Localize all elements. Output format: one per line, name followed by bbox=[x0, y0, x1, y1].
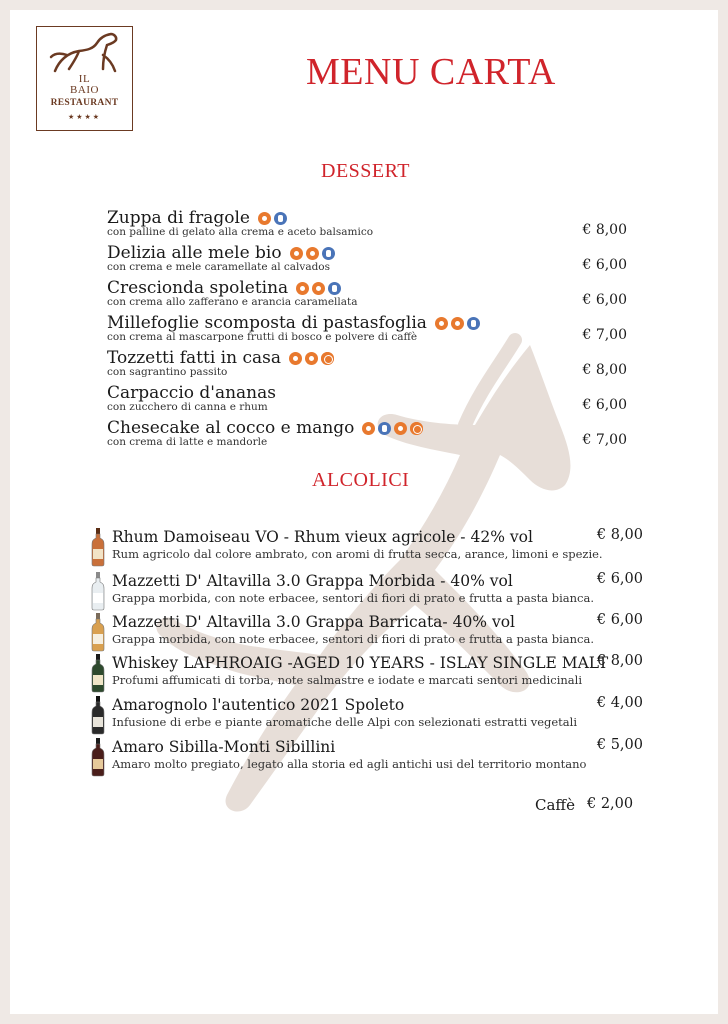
dessert-item-name bbox=[107, 418, 423, 438]
page-title: MENU CARTA bbox=[306, 51, 556, 93]
caffe-price: € 2,00 bbox=[587, 796, 634, 812]
dessert-item-price: € 6,00 bbox=[582, 292, 627, 308]
dessert-item-description: con palline di gelato alla crema e aceto balsamico bbox=[107, 226, 374, 238]
allergen-icons bbox=[290, 247, 335, 260]
dessert-item-name-text: Tozzetti fatti in casa bbox=[107, 348, 281, 368]
alcolici-item-price: € 6,00 bbox=[596, 612, 643, 628]
alcolici-item-name: Amaro Sibilla-Monti Sibillini bbox=[112, 738, 336, 756]
amaro-bottle-icon bbox=[90, 737, 106, 777]
alcolici-item-price: € 5,00 bbox=[596, 737, 643, 753]
alcolici-item-price: € 4,00 bbox=[596, 695, 643, 711]
dessert-item bbox=[107, 243, 627, 277]
logo-line-restaurant: RESTAURANT bbox=[50, 98, 119, 108]
whiskey-bottle-icon bbox=[90, 653, 106, 693]
egg-icon bbox=[312, 282, 325, 295]
dessert-item-description: con crema al mascarpone frutti di bosco e polvere di caffè bbox=[107, 331, 418, 343]
alcolici-section-title: ALCOLICI bbox=[312, 469, 410, 491]
alcolici-item-description: Profumi affumicati di torba, note salmastre e iodate e marcati sentori medicinali bbox=[112, 673, 582, 687]
alcolici-item-price: € 8,00 bbox=[596, 653, 643, 669]
alcolici-item-price: € 6,00 bbox=[596, 571, 643, 587]
alcolici-item-description: Infusione di erbe e piante aromatiche delle Alpi con selezionati estratti vegetali bbox=[112, 715, 578, 729]
dessert-item-price: € 7,00 bbox=[582, 432, 627, 448]
gluten-icon bbox=[290, 247, 303, 260]
horse-logo-icon bbox=[47, 31, 123, 75]
alcolici-item-description: Amaro molto pregiato, legato alla storia ed agli antichi usi del territorio montano bbox=[112, 757, 587, 771]
alcolici-item bbox=[90, 527, 643, 567]
dessert-item bbox=[107, 313, 627, 347]
dessert-item-name-text: Delizia alle mele bio bbox=[107, 243, 282, 263]
alcolici-item bbox=[90, 737, 643, 777]
alcolici-item-name: Mazzetti D' Altavilla 3.0 Grappa Morbida - 40% vol bbox=[112, 572, 513, 590]
dessert-item-name bbox=[107, 313, 480, 333]
gluten-icon bbox=[362, 422, 375, 435]
dessert-item-name-text: Crescionda spoletina bbox=[107, 278, 289, 298]
egg-icon bbox=[305, 352, 318, 365]
gluten-icon bbox=[435, 317, 448, 330]
logo-line-il: IL bbox=[78, 73, 91, 85]
menu-page bbox=[10, 10, 718, 1014]
nuts-icon bbox=[321, 352, 334, 365]
milk-icon bbox=[378, 422, 391, 435]
dessert-item bbox=[107, 208, 627, 242]
alcolici-item bbox=[90, 612, 643, 652]
logo-line-baio: BAIO bbox=[70, 84, 99, 96]
dessert-item-price: € 7,00 bbox=[582, 327, 627, 343]
restaurant-logo bbox=[36, 26, 133, 131]
egg-icon bbox=[451, 317, 464, 330]
dessert-item-name bbox=[107, 348, 334, 368]
grappa-bottle-icon bbox=[90, 571, 106, 611]
dessert-item-name bbox=[107, 383, 276, 403]
dessert-item bbox=[107, 278, 627, 312]
alcolici-item-name: Mazzetti D' Altavilla 3.0 Grappa Barricata- 40% vol bbox=[112, 613, 515, 631]
dessert-item bbox=[107, 383, 627, 417]
alcolici-item bbox=[90, 571, 643, 611]
gluten-icon bbox=[296, 282, 309, 295]
alcolici-item bbox=[90, 695, 643, 735]
egg-icon bbox=[258, 212, 271, 225]
dessert-item-name-text: Millefoglie scomposta di pastasfoglia bbox=[107, 313, 427, 333]
logo-stars: ★★★★ bbox=[67, 113, 102, 121]
caffe-label: Caffè bbox=[535, 796, 575, 814]
dessert-item-name bbox=[107, 243, 335, 263]
allergen-icons bbox=[435, 317, 480, 330]
milk-icon bbox=[274, 212, 287, 225]
alcolici-item-name: Amarognolo l'autentico 2021 Spoleto bbox=[112, 696, 405, 714]
milk-icon bbox=[328, 282, 341, 295]
allergen-icons bbox=[362, 422, 423, 435]
milk-icon bbox=[467, 317, 480, 330]
egg-icon bbox=[394, 422, 407, 435]
dessert-item-description: con sagrantino passito bbox=[107, 366, 228, 378]
alcolici-item-name: Rhum Damoiseau VO - Rhum vieux agricole - 42% vol bbox=[112, 528, 533, 546]
dessert-item-price: € 8,00 bbox=[582, 222, 627, 238]
dessert-item-price: € 6,00 bbox=[582, 397, 627, 413]
dessert-section-title: DESSERT bbox=[321, 160, 410, 182]
allergen-icons bbox=[289, 352, 334, 365]
dessert-item-name bbox=[107, 208, 287, 228]
alcolici-item-price: € 8,00 bbox=[596, 527, 643, 543]
dessert-item bbox=[107, 418, 627, 452]
amarognolo-bottle-icon bbox=[90, 695, 106, 735]
dessert-item-description: con crema e mele caramellate al calvados bbox=[107, 261, 331, 273]
dessert-item-name-text: Zuppa di fragole bbox=[107, 208, 250, 228]
dessert-item-price: € 6,00 bbox=[582, 257, 627, 273]
gluten-icon bbox=[289, 352, 302, 365]
egg-icon bbox=[306, 247, 319, 260]
alcolici-item-description: Rum agricolo dal colore ambrato, con aromi di frutta secca, arance, limoni e spezie. bbox=[112, 547, 603, 561]
milk-icon bbox=[322, 247, 335, 260]
dessert-item-name-text: Chesecake al cocco e mango bbox=[107, 418, 355, 438]
dessert-item-name bbox=[107, 278, 341, 298]
alcolici-item bbox=[90, 653, 643, 693]
dessert-item-description: con zucchero di canna e rhum bbox=[107, 401, 268, 413]
dessert-item-name-text: Carpaccio d'ananas bbox=[107, 383, 276, 403]
dessert-item-description: con crema allo zafferano e arancia caramellata bbox=[107, 296, 358, 308]
allergen-icons bbox=[258, 212, 287, 225]
allergen-icons bbox=[296, 282, 341, 295]
rum-bottle-icon bbox=[90, 527, 106, 567]
alcolici-item-description: Grappa morbida, con note erbacee, sentori di fiori di prato e frutta a pasta bianca. bbox=[112, 591, 595, 605]
grappa-barricata-bottle-icon bbox=[90, 612, 106, 652]
dessert-item-description: con crema di latte e mandorle bbox=[107, 436, 268, 448]
nuts-icon bbox=[410, 422, 423, 435]
dessert-item-price: € 8,00 bbox=[582, 362, 627, 378]
alcolici-item-description: Grappa morbida, con note erbacee, sentori di fiori di prato e frutta a pasta bianca. bbox=[112, 632, 595, 646]
alcolici-item-name: Whiskey LAPHROAIG -AGED 10 YEARS - ISLAY SINGLE MALT bbox=[112, 654, 609, 672]
dessert-item bbox=[107, 348, 627, 382]
